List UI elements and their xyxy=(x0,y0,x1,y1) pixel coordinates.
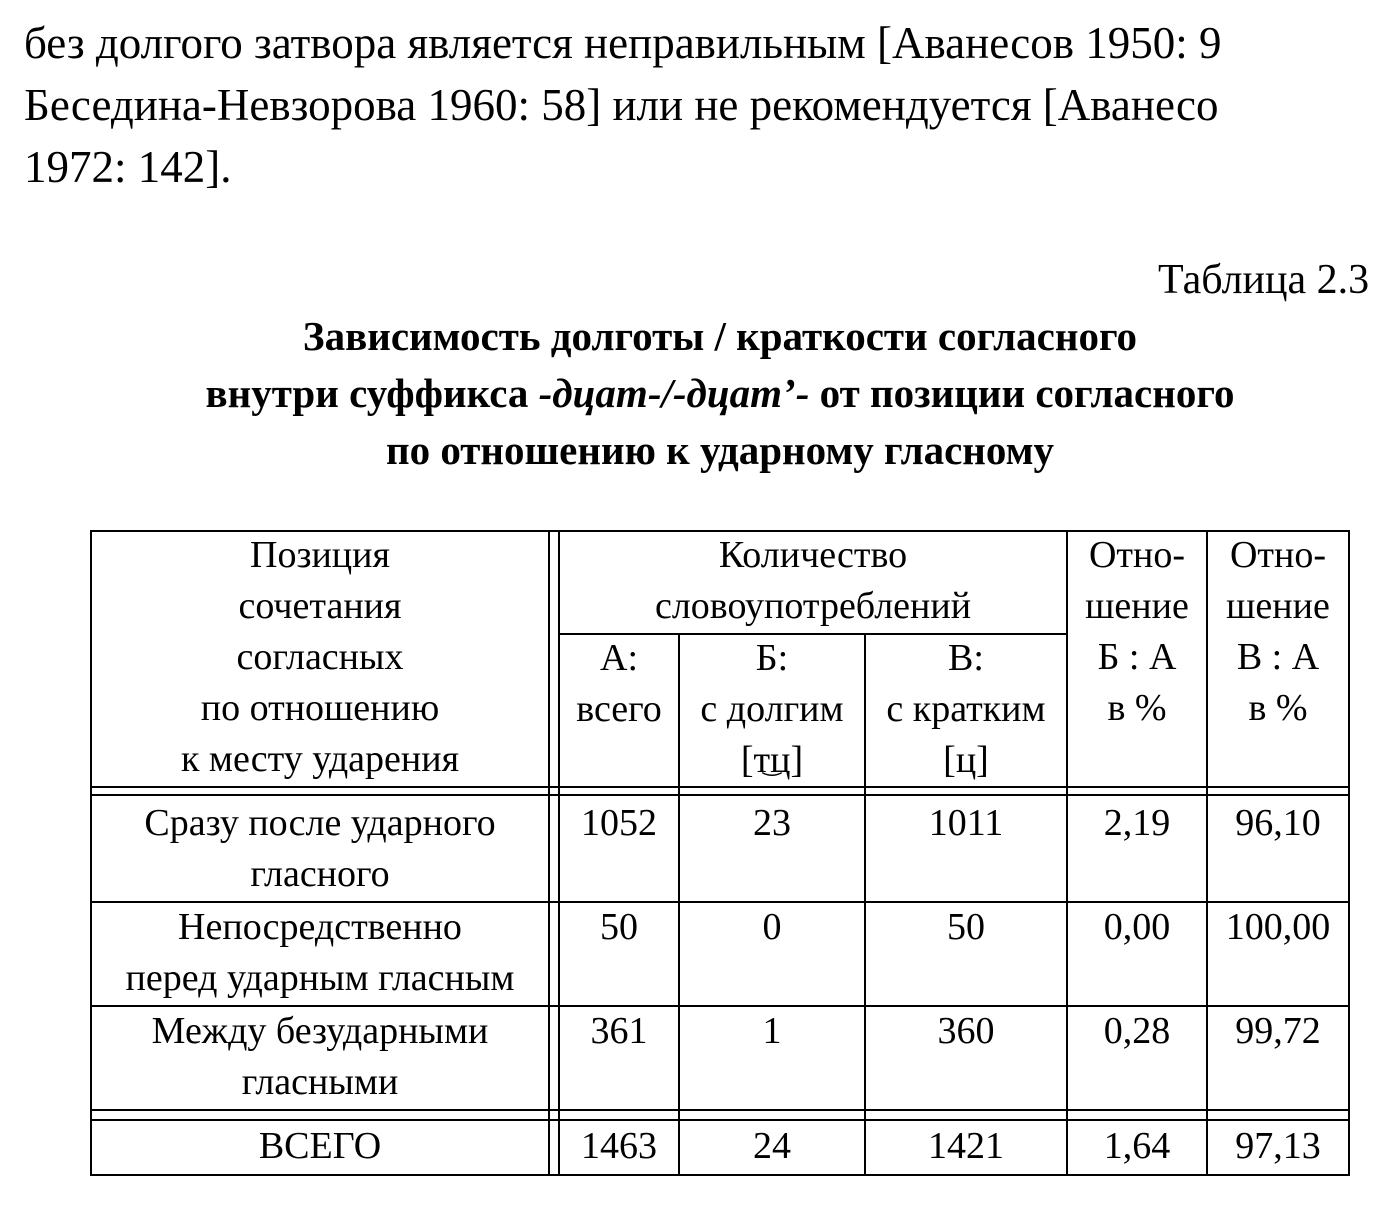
title-line-1: Зависимость долготы / краткости согласного xyxy=(302,313,1138,359)
header-ratio-v: Отно- шение В : А в % xyxy=(1226,534,1330,729)
header-col-b: Б: с долгим [тц] ‿ xyxy=(680,633,864,786)
total-cell: 1463 xyxy=(581,1125,657,1167)
label-divider-1 xyxy=(548,530,550,1176)
title-line-2: внутри суффикса -дцат-/-дцат’- от позиции согласного xyxy=(205,370,1235,416)
table-number: Таблица 2.3 xyxy=(1158,257,1370,303)
table-cell: 361 xyxy=(590,1010,648,1052)
table-border-bottom xyxy=(90,1174,1350,1176)
table-title xyxy=(0,308,1379,479)
table-cell: 50 xyxy=(947,906,985,948)
total-rule-1 xyxy=(90,1109,1350,1111)
intro-paragraph xyxy=(24,12,1379,198)
intro-line-2: Беседина-Невзорова 1960: 58] или не рекомендуется [Аванесо xyxy=(24,80,1219,130)
header-ratio-b: Отно- шение Б : А в % xyxy=(1085,534,1189,729)
table-row-label: Непосредственно перед ударным гласным xyxy=(125,906,515,999)
header-rule-1 xyxy=(90,786,1350,788)
header-col-v: В: с кратким [ц] xyxy=(886,637,1046,781)
header-position: Позиция сочетания согласных по отношению к месту ударения xyxy=(180,534,460,780)
table-cell: 96,10 xyxy=(1235,802,1321,844)
data-table xyxy=(90,530,1350,1176)
table-cell: 50 xyxy=(600,906,638,948)
table-cell: 0,28 xyxy=(1103,1010,1171,1052)
suffix-italic: -дцат-/-дцат’- xyxy=(538,370,810,416)
total-cell: 97,13 xyxy=(1235,1125,1321,1167)
title-line-3: по отношению к ударному гласному xyxy=(385,427,1055,473)
table-cell: 99,72 xyxy=(1235,1010,1321,1052)
table-cell: 360 xyxy=(937,1010,995,1052)
total-cell: 1421 xyxy=(928,1125,1004,1167)
total-cell: 1,64 xyxy=(1103,1125,1171,1167)
table-row-label: Между безударными гласными xyxy=(151,1010,489,1103)
intro-line-1: без долгого затвора является неправильным [Аванесов 1950: 9 xyxy=(24,18,1222,68)
table-cell: 100,00 xyxy=(1225,906,1331,948)
table-row-label: Сразу после ударного гласного xyxy=(144,802,496,895)
table-border-right xyxy=(1348,530,1350,1176)
table-cell: 1 xyxy=(762,1010,782,1052)
header-col-a: А: всего xyxy=(576,637,662,730)
total-label: ВСЕГО xyxy=(258,1125,382,1167)
header-count: Количество словоупотреблений xyxy=(654,534,972,627)
table-cell: 0 xyxy=(762,906,782,948)
header-rule-2 xyxy=(90,794,1350,796)
table-cell: 2,19 xyxy=(1103,802,1171,844)
table-cell: 0,00 xyxy=(1103,906,1171,948)
tc-ligature: [тц] ‿ xyxy=(741,735,803,786)
table-cell: 1052 xyxy=(581,802,657,844)
table-cell: 23 xyxy=(753,802,791,844)
intro-line-3: 1972: 142]. xyxy=(24,142,232,192)
total-cell: 24 xyxy=(753,1125,791,1167)
table-cell: 1011 xyxy=(928,802,1004,844)
